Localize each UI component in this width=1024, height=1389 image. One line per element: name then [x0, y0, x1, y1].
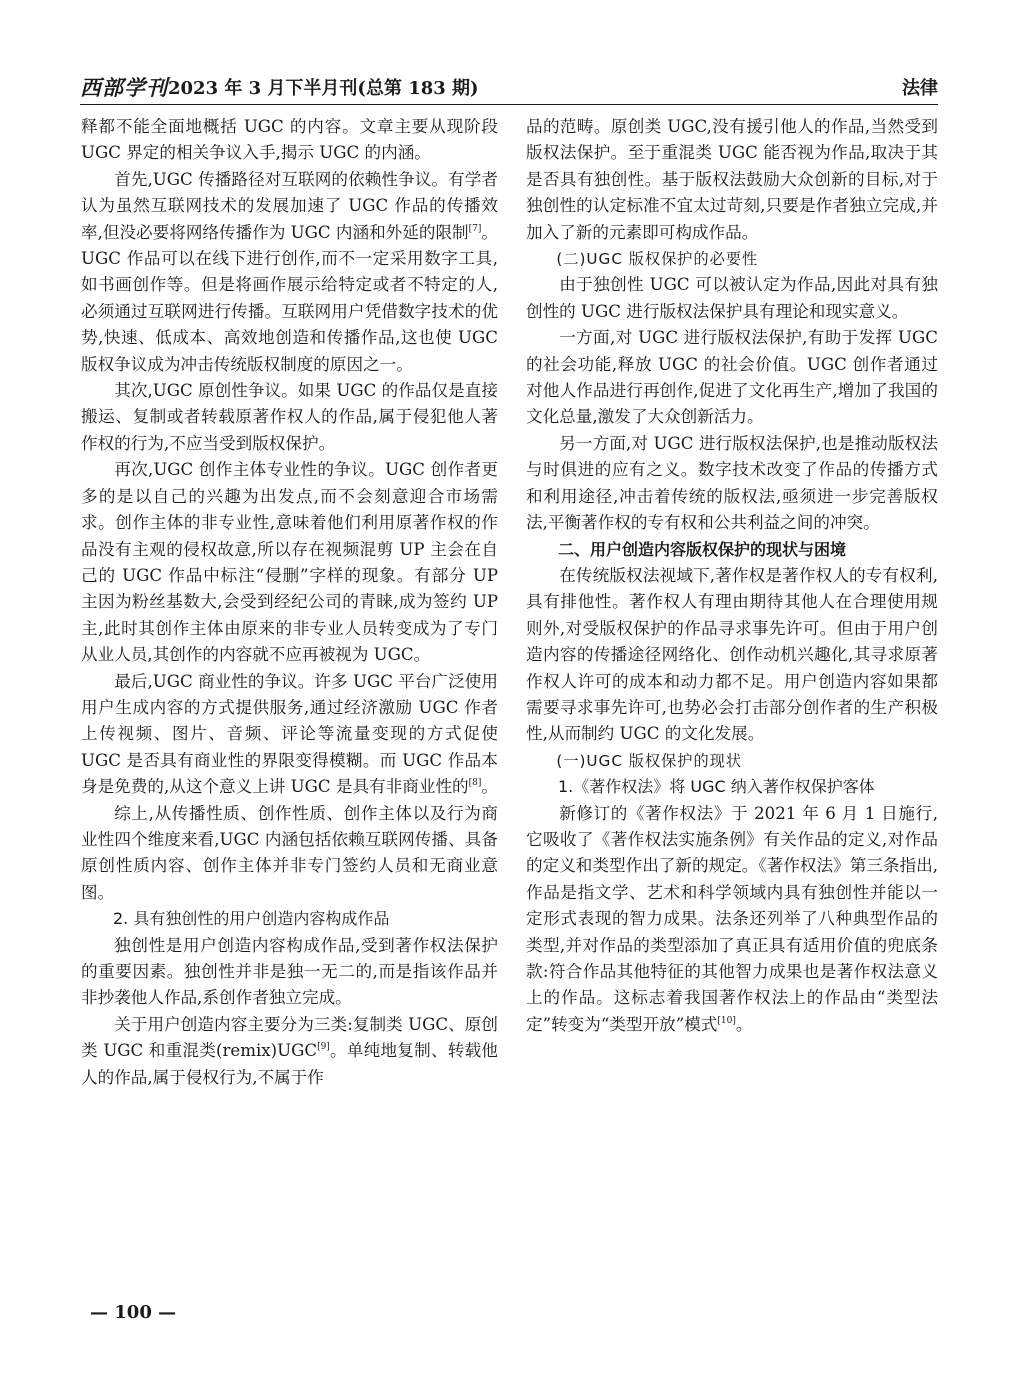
paragraph-r9 — [526, 774, 938, 800]
header-divider — [80, 104, 938, 105]
paragraph-text: 新修订的《著作权法》于 2021 年 6 月 1 日施行,它吸收了《著作权法实施条例》有关作品的定义,对作品的定义和类型作出了新的规定。《著作权法》第三条指出,作品是指文学、艺术和科学领域内具有独创性并能以一定形式表现的智力成果。法条还列举了八种典型作品的类型,并对作品的类型添加了真正具有适用价值的兜底条款:符合作品其他特征的其他智力成果也是著作权法意义上的作品。这标志着我国著作权法上的作品由“类型法定”转变为“类型开放”模式 — [526, 803, 938, 1034]
right-column — [526, 114, 938, 1038]
paragraph-text: 释都不能全面地概括 UGC 的内容。文章主要从现阶段 UGC 界定的相关争议入手,揭示 UGC 的内涵。 — [81, 117, 498, 163]
paragraph-text: 2. 具有独创性的用户创造内容构成作品 — [113, 909, 390, 929]
paragraph-text: 首先,UGC 传播路径对互联网的依赖性争议。有学者认为虽然互联网技术的发展加速了 UGC 作品的传播效率,但没必要将网络传播作为 UGC 内涵和外延的限制 — [81, 169, 498, 242]
paragraph-text-continued: 。 — [735, 1014, 753, 1034]
paragraph-text-continued: 。 — [481, 777, 498, 797]
paragraph-text: 再次,UGC 创作主体专业性的争议。UGC 创作者更多的是以自己的兴趣为出发点,而不会刻意迎合市场需求。创作主体的非专业性,意味着他们利用原著作权的作品没有主观的侵权故意,所以存在视频混剪 UP 主会在自己的 UGC 作品中标注“侵删”字样的现象。有部分 UP 主因为粉丝基数大,会受到经纪公司的青睐,成为签约 UP 主,此时其创作主体由原来的非专业人员转变成为了专门从业人员,其创作的内容就不应再被视为 UGC。 — [81, 460, 498, 665]
paragraph-r4 — [526, 325, 938, 431]
citation-ref: [7] — [468, 223, 482, 234]
citation-ref: [10] — [717, 1015, 736, 1026]
citation-ref: [9] — [317, 1042, 330, 1053]
paragraph-r7 — [526, 563, 938, 748]
paragraph-text-continued: 。单纯地复制、转载他人的作品,属于侵权行为,不属于作 — [81, 1041, 498, 1087]
paragraph-l3 — [81, 378, 498, 457]
left-column — [81, 114, 498, 1091]
paragraph-text: 独创性是用户创造内容构成作品,受到著作权法保护的重要因素。独创性并非是独一无二的,而是指该作品并非抄袭他人作品,系创作者独立完成。 — [81, 935, 498, 1008]
page-number: — 100 — — [90, 1302, 177, 1323]
paragraph-l5 — [81, 669, 498, 801]
paragraph-text-continued: 。UGC 作品可以在线下进行创作,而不一定采用数字工具,如书画创作等。但是将画作展示给特定或者不特定的人,必须通过互联网进行传播。互联网用户凭借数字技术的优势,快速、低成本、高效地创造和传播作品,这也使 UGC 版权争议成为冲击传统版权制度的原因之一。 — [81, 222, 499, 374]
paragraph-text: 二、用户创造内容版权保护的现状与困境 — [558, 539, 847, 559]
paragraph-r5 — [526, 431, 938, 537]
paragraph-text: 品的范畴。原创类 UGC,没有援引他人的作品,当然受到版权法保护。至于重混类 UGC 能否视为作品,取决于其是否具有独创性。基于版权法鼓励大众创新的目标,对于独创性的认定标准不宜太过苛刻,只要是作者独立完成,并加入了新的元素即可构成作品。 — [526, 117, 938, 242]
paragraph-l1 — [81, 114, 498, 167]
issue-label: 2023 年 3 月下半月刊(总第 183 期) — [168, 78, 479, 99]
paragraph-text: (一)UGC 版权保护的现状 — [556, 751, 743, 770]
paragraph-r6 — [526, 537, 938, 563]
paragraph-l7 — [81, 906, 498, 932]
paragraph-r10 — [526, 801, 938, 1039]
paragraph-text: 综上,从传播性质、创作性质、创作主体以及行为商业性四个维度来看,UGC 内涵包括依赖互联网传播、具备原创性质内容、创作主体并非专门签约人员和无商业意图。 — [81, 803, 498, 902]
paragraph-text: 一方面,对 UGC 进行版权法保护,有助于发挥 UGC 的社会功能,释放 UGC 的社会价值。UGC 创作者通过对他人作品进行再创作,促进了文化再生产,增加了我国的文化总量,激发了大众创新活力。 — [526, 328, 938, 427]
journal-logo: 西部学刊 — [80, 75, 168, 100]
paragraph-l4 — [81, 457, 498, 668]
paragraph-text: 关于用户创造内容主要分为三类:复制类 UGC、原创类 UGC 和重混类(remix)UGC — [81, 1014, 498, 1061]
paragraph-text: 在传统版权法视域下,著作权是著作权人的专有权利,具有排他性。著作权人有理由期待其他人在合理使用规则外,对受版权保护的作品寻求事先许可。但由于用户创造内容的传播途径网络化、创作动机兴趣化,其寻求原著作权人许可的成本和动力都不足。用户创造内容如果都需要寻求事先许可,也势必会打击部分创作者的生产积极性,从而制约 UGC 的文化发展。 — [526, 565, 938, 744]
paragraph-text: 最后,UGC 商业性的争议。许多 UGC 平台广泛使用用户生成内容的方式提供服务,通过经济激励 UGC 作者上传视频、图片、音频、评论等流量变现的方式促使 UGC 是否具有商业性的界限变得模糊。而 UGC 作品本身是免费的,从这个意义上讲 UGC 是具有非商业性的 — [81, 671, 498, 797]
paragraph-text: (二)UGC 版权保护的必要性 — [556, 250, 759, 269]
citation-ref: [8] — [468, 778, 482, 789]
page-header — [80, 72, 938, 102]
paragraph-l9 — [81, 1012, 498, 1091]
paragraph-l2 — [81, 167, 498, 378]
paragraph-r2 — [526, 246, 938, 272]
paragraph-r1 — [526, 114, 938, 246]
paragraph-text: 由于独创性 UGC 可以被认定为作品,因此对具有独创性的 UGC 进行版权法保护具有理论和现实意义。 — [526, 275, 938, 321]
paragraph-text: 其次,UGC 原创性争议。如果 UGC 的作品仅是直接搬运、复制或者转载原著作权人的作品,属于侵犯他人著作权的行为,不应当受到版权保护。 — [81, 381, 498, 453]
paragraph-l8 — [81, 933, 498, 1012]
paragraph-r3 — [526, 272, 938, 325]
paragraph-r8 — [526, 748, 938, 774]
paragraph-l6 — [81, 801, 498, 907]
paragraph-text: 1.《著作权法》将 UGC 纳入著作权保护客体 — [558, 777, 875, 797]
section-label: 法律 — [902, 78, 938, 99]
paragraph-text: 另一方面,对 UGC 进行版权法保护,也是推动版权法与时俱进的应有之义。数字技术改变了作品的传播方式和利用途径,冲击着传统的版权法,亟须进一步完善版权法,平衡著作权的专有权和公共利益之间的冲突。 — [526, 433, 938, 533]
